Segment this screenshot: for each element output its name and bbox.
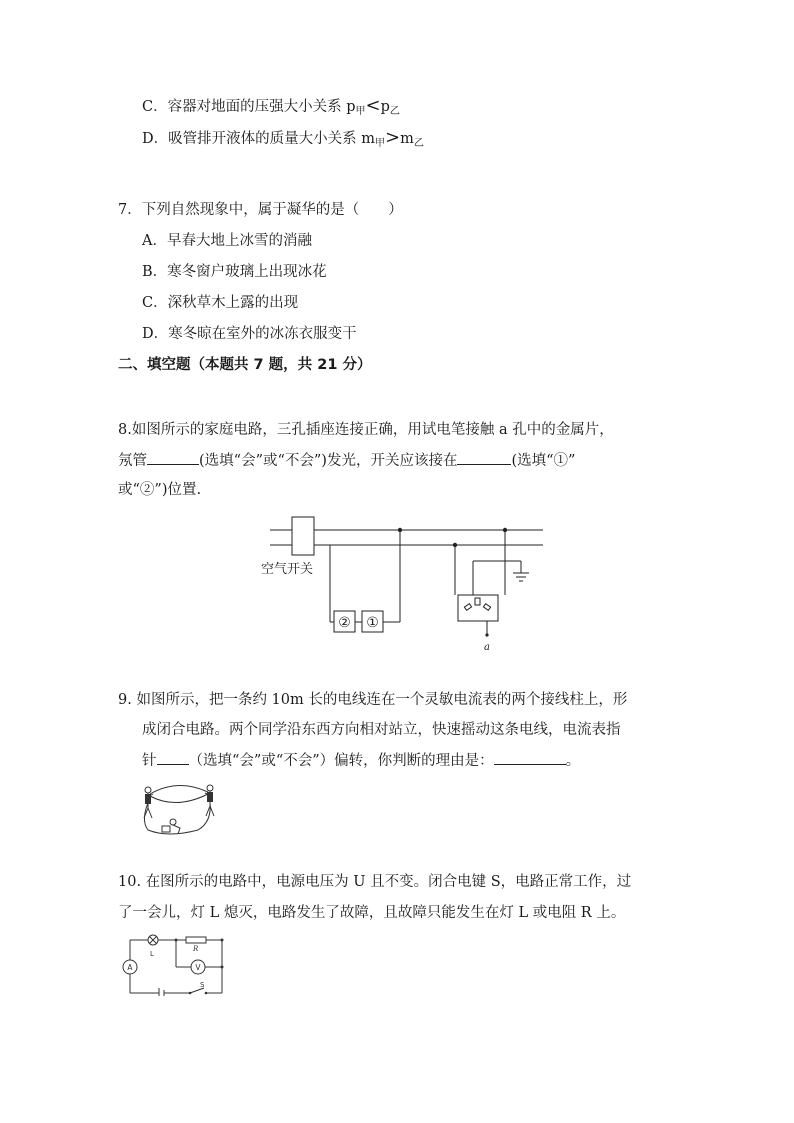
q8-line-3: 或“②”)位置. (118, 482, 202, 498)
q9-line-3c: 。 (565, 753, 581, 769)
q10-circuit-figure (120, 932, 230, 996)
q8-line-1: 8.如图所示的家庭电路，三孔插座连接正确，用试电笔接触 a 孔中的金属片， (118, 422, 614, 438)
q7-option-d: D．寒冬晾在室外的冰冻衣服变干 (142, 326, 357, 342)
hole-a-label: a (484, 642, 490, 653)
q9-answer-blank-1 (157, 750, 189, 765)
q6-option-c-sub1: 甲 (355, 106, 366, 117)
q6-option-d-sub2: 乙 (413, 138, 424, 149)
air-switch-box (292, 517, 314, 555)
q7-stem: 7．下列自然现象中，属于凝华的是（ ） (118, 202, 403, 218)
q8-answer-blank-2 (457, 450, 511, 465)
q8-line-2c: (选填“①” (511, 453, 576, 469)
q10-line-2: 了一会儿，灯 L 熄灭，电路发生了故障，且故障只能发生在灯 L 或电阻 R 上。 (118, 905, 626, 921)
q6-option-c-text: C．容器对地面的压强大小关系 p (142, 99, 356, 115)
q8-line-2 (118, 450, 575, 471)
q7-option-c: C．深秋草木上露的出现 (142, 295, 299, 311)
q6-option-c-sub2: 乙 (389, 106, 400, 117)
position-2-label: ② (338, 615, 351, 631)
q9-wire-swinging-illustration (128, 780, 228, 840)
ammeter-label: A (127, 963, 133, 972)
q7-option-a: A．早春大地上冰雪的消融 (142, 233, 312, 249)
q6-option-d-var2: m (400, 131, 414, 147)
q6-option-c-var2: p (380, 99, 390, 115)
q9-line-3a: 针 (142, 753, 157, 769)
q9-answer-blank-2 (494, 750, 566, 765)
resistor-r-symbol (186, 937, 206, 943)
q6-option-c (142, 96, 400, 122)
q6-option-d-relation: > (384, 127, 401, 148)
q7-option-b: B．寒冬窗户玻璃上出现冰花 (142, 264, 327, 280)
q10-line-1: 10. 在图所示的电路中，电源电压为 U 且不变。闭合电键 S，电路正常工作，过 (118, 874, 632, 890)
q9-line-3 (142, 750, 580, 771)
air-switch-label: 空气开关 (261, 562, 314, 577)
switch-label: S (200, 981, 205, 989)
q8-answer-blank-1 (147, 450, 199, 465)
section-2-heading: 二、填空题（本题共 7 题，共 21 分） (118, 357, 372, 373)
q8-line-2b: (选填“会”或“不会”)发光，开关应该接在 (199, 453, 458, 469)
position-1-label: ① (366, 615, 379, 631)
q8-circuit-figure (255, 515, 555, 655)
q9-line-3b: （选填“会”或“不会”）偏转，你判断的理由是： (188, 753, 494, 769)
q6-option-d-text: D．吸管排开液体的质量大小关系 m (142, 131, 375, 147)
q9-line-2: 成闭合电路。两个同学沿东西方向相对站立，快速摇动这条电线，电流表指 (142, 722, 621, 738)
three-hole-socket (458, 595, 498, 621)
q9-line-1: 9. 如图所示，把一条约 10m 长的电线连在一个灵敏电流表的两个接线柱上，形 (118, 692, 628, 708)
voltmeter-label: V (195, 963, 201, 972)
lamp-label: L (150, 950, 154, 958)
q6-option-d-sub1: 甲 (374, 138, 385, 149)
q6-option-c-relation: < (365, 95, 381, 116)
q8-line-2a: 氖管 (118, 453, 147, 469)
resistor-label: R (193, 945, 199, 953)
q6-option-d (142, 128, 424, 154)
